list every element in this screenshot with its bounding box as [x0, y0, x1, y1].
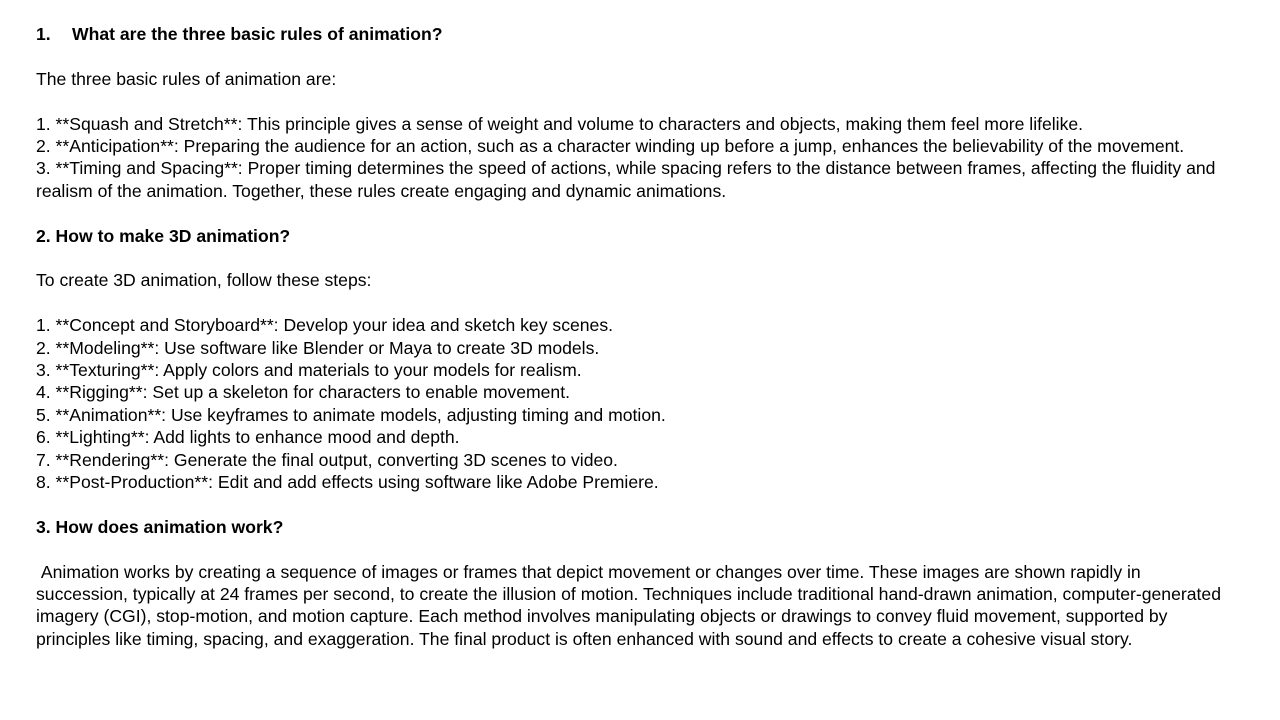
- section-2-heading: 2. How to make 3D animation?: [36, 225, 291, 246]
- section-1-item: 2. **Anticipation**: Preparing the audience for an action, such as a character winding up before a jump, enhances the believability of the movement.: [36, 136, 1185, 156]
- section-2-item: 2. **Modeling**: Use software like Blender or Maya to create 3D models.: [36, 337, 600, 358]
- spacer: [36, 45, 1236, 67]
- section-1-heading-text: What are the three basic rules of animation?: [72, 24, 443, 44]
- section-2-intro: To create 3D animation, follow these steps:: [36, 270, 372, 291]
- spacer: [36, 538, 1236, 560]
- section-2-item: 6. **Lighting**: Add lights to enhance mood and depth.: [36, 427, 460, 448]
- section-1-heading-number: 1.: [36, 24, 51, 44]
- section-2-item: 5. **Animation**: Use keyframes to animate models, adjusting timing and motion.: [36, 404, 666, 425]
- spacer: [36, 247, 1236, 269]
- spacer: [36, 292, 1236, 314]
- spacer: [36, 90, 1236, 112]
- section-3-paragraph: Animation works by creating a sequence of images or frames that depict movement or changes over time. These images are shown rapidly in succession, typically at 24 frames per second, to create the illusion of motion. Techniques include traditional hand-drawn animation, computer-generated imagery (CGI), stop-motion, and motion capture. Each method involves manipulating objects or drawings to convey fluid movement, supported by principles like timing, spacing, and exaggeration. The final product is often enhanced with sound and effects to create a cohesive visual story.: [36, 561, 1226, 649]
- section-1-item: 1. **Squash and Stretch**: This principle gives a sense of weight and volume to characters and objects, making them feel more lifelike.: [36, 113, 1084, 134]
- section-2-item: 1. **Concept and Storyboard**: Develop your idea and sketch key scenes.: [36, 315, 614, 336]
- document-body: [36, 23, 1236, 650]
- section-2-item: 8. **Post-Production**: Edit and add effects using software like Adobe Premiere.: [36, 472, 659, 493]
- spacer: [36, 493, 1236, 515]
- section-3-heading: 3. How does animation work?: [36, 516, 284, 537]
- section-1-intro: The three basic rules of animation are:: [36, 68, 337, 89]
- section-2-item: 3. **Texturing**: Apply colors and materials to your models for realism.: [36, 360, 582, 381]
- section-2-item: 7. **Rendering**: Generate the final output, converting 3D scenes to video.: [36, 449, 618, 470]
- section-2-item: 4. **Rigging**: Set up a skeleton for characters to enable movement.: [36, 382, 570, 403]
- section-1-item: 3. **Timing and Spacing**: Proper timing determines the speed of actions, while spacing refers to the distance between frames, affecting the fluidity and realism of the animation. Together, these rules create engaging and dynamic animations.: [36, 158, 1216, 201]
- spacer: [36, 202, 1236, 224]
- section-1-heading: [36, 23, 1236, 45]
